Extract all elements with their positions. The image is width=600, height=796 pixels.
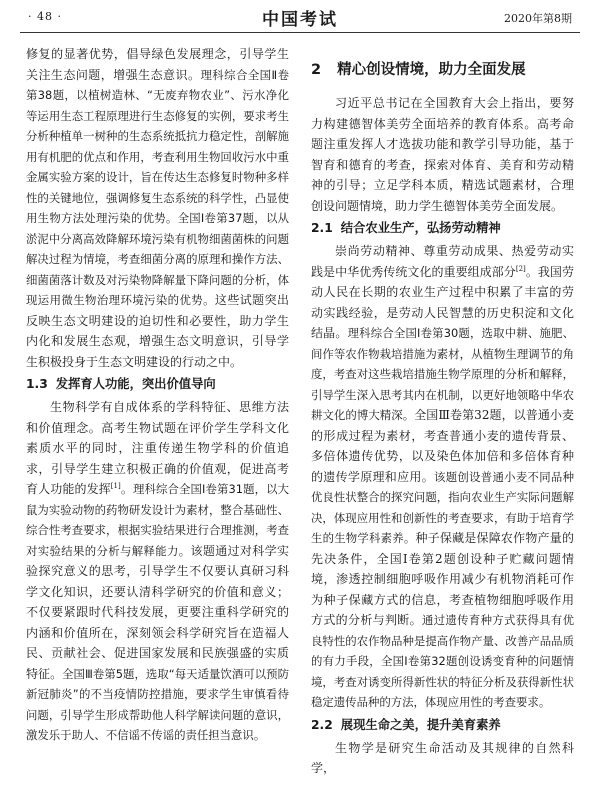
text-run: 。 [120, 482, 133, 496]
section-heading-2-2 [311, 715, 574, 735]
text-run: 全国Ⅲ卷第32题，以普通小麦的形成过程为素材，考查普通小麦的遗传背景、多倍体遗传优势，以及染色体加倍和多倍体育种的遗传学原理和应用。 [311, 408, 574, 484]
citation-ref: [1] [110, 482, 121, 490]
journal-title: 中国考试 [262, 10, 338, 30]
paragraph [311, 241, 574, 713]
section-number: 2 [311, 62, 322, 78]
paragraph [26, 44, 289, 372]
issue-label: 2020年第8期 [504, 12, 572, 25]
text-run: 。 [525, 264, 538, 279]
section-title: 结合农业生产，弘扬劳动精神 [340, 221, 501, 235]
text-run-highlight: 理科综合全国Ⅱ卷第38题，以植树造林、“无废弃物农业”、污水净化等运用生态工程原理进行生态修复的实例，要求考生分析种植单一树种的生态系统抵抗力稳定性，剖解施用有机肥的优点和作用，考查利用生物回收污水中重金属实验方案的设计，旨在传达生态修复时物种多样性的关键地位，强调修复生态系统的科学性，凸显使用生物方法处理污染的优势。全国Ⅰ卷第37题，以从淤泥中分离高效降解环境污染有机物细菌菌株的问题解决过程为情境，考查细菌分离的原理和操作方法、细菌菌落计数及对污染物降解量下降问题的分析，体现运用微生物治理环境污染的优势。 [26, 67, 289, 307]
header-rule [20, 32, 580, 33]
text-run: 该题通过对科学实验探究意义的思考，引导学生不仅要认真研习科学文化知识，还要认清科学研究的价值和意义；不仅要紧跟时代科技发展，更要注重科学研究的内涵和价值所在，深刻领会科学研究旨在造福人民、贡献社会、促进国家发展和民族强盛的实质特征。 [26, 543, 289, 681]
text-run-highlight: 通过遗传育种方式获得具有优良特性的农作物品种是提高作物产量、改善产品品质的有力手段，全国Ⅰ卷第32题创设诱变育种的问题情境，考查对诱变所得新性状的特征分析及获得新性状稳定遗传品种的方法，体现应用性的考查要求。 [311, 613, 574, 709]
right-column [311, 44, 574, 784]
section-title: 发挥育人功能，突出价值导向 [55, 377, 216, 391]
text-run: 生物科学有自成体系的学科特征、思维方法和价值理念。高考生物试题在评价学生学科文化素质水平的同时，注重传递生物学科的价值追求，引导学生建立积极正确的价值观，促进高考育人功能的发挥 [26, 400, 289, 496]
page-header [20, 0, 580, 34]
section-heading-2-1 [311, 218, 574, 238]
text-run-highlight: 该题创设普通小麦不同品种优良性状整合的探究问题，指向农业生产实际问题解决，体现应用性和创新性的考查要求，有助于培育学生的生物学科素养。 [311, 469, 574, 545]
section-number: 1.3 [26, 377, 48, 391]
paragraph: 习近平总书记在全国教育大会上指出，要努力构建德智体美劳全面培养的教育体系。高考命题注重发挥人才选拔功能和教学引导功能，基于智育和德育的考查，探索对体育、美育和劳动精神的引导；立足学科本质，精选试题素材，合理创设问题情境，助力学生德智体美劳全面发展。 [311, 96, 574, 213]
text-run: 这些试题突出反映生态文明建设的迫切性和必要性，助力学生内化和发展生态观，增强生态文明意识，引导学生积极投身于生态文明建设的行动之中。 [26, 293, 289, 369]
text-run: 我国劳动人民在长期的农业生产过程中积累了丰富的劳动实践经验，是劳动人民智慧的历史积淀和文化结晶。 [311, 264, 574, 340]
section-title: 精心创设情境，助力全面发展 [337, 62, 526, 78]
text-run-highlight: 理科综合全国Ⅰ卷第31题，以大鼠为实验动物的药物研发设计为素材，整合基础性、综合性考查要求，根据实验结果进行合理推测，考查对实验结果的分析与解释能力。 [26, 482, 289, 558]
paragraph: 生物学是研究生命活动及其规律的自然科学， [311, 740, 574, 775]
text-run-highlight: 理科综合全国Ⅰ卷第30题，选取中耕、施肥、间作等农作物栽培措施为素材，从植物生理调节的角度，考查对这些栽培措施生物学原理的分析和解释，引导学生深入思考其内在机制，以更好地领略中华农耕文化的博大精深。 [311, 326, 574, 422]
citation-ref: [2] [515, 264, 526, 273]
text-run: 修复的显著优势，倡导绿色发展理念，引导学生关注生态问题，增强生态意识。 [26, 47, 289, 82]
text-run-highlight: 全国Ⅲ卷第5题，选取“每天适量饮酒可以预防新冠肺炎”的不当疫情防控措施，要求学生审慎看待问题，引导学生形成帮助他人科学解读问题的意识，激发乐于助人、不信谣不传谣的责任担当意识。 [26, 666, 289, 742]
section-title: 展现生命之美，提升美育素养 [340, 717, 501, 732]
section-number: 2.2 [311, 717, 333, 732]
section-heading-1-3 [26, 374, 289, 394]
text-run: 崇尚劳动精神、尊重劳动成果、热爱劳动实践是中华优秀传统文化的重要组成部分 [311, 244, 574, 279]
page-number: · 48 · [28, 10, 62, 23]
section-number: 2.1 [311, 221, 333, 235]
section-heading-2 [311, 58, 574, 79]
paragraph [26, 397, 289, 746]
text-run: 种子保藏是保障农作物产量的先决条件，全国Ⅰ卷第2题创设种子贮藏问题情境，渗透控制细胞呼吸作用减少有机物消耗可作为种子保藏方式的信息，考查植物细胞呼吸作用方式的分析与判断。 [311, 531, 574, 627]
left-column [26, 44, 289, 784]
